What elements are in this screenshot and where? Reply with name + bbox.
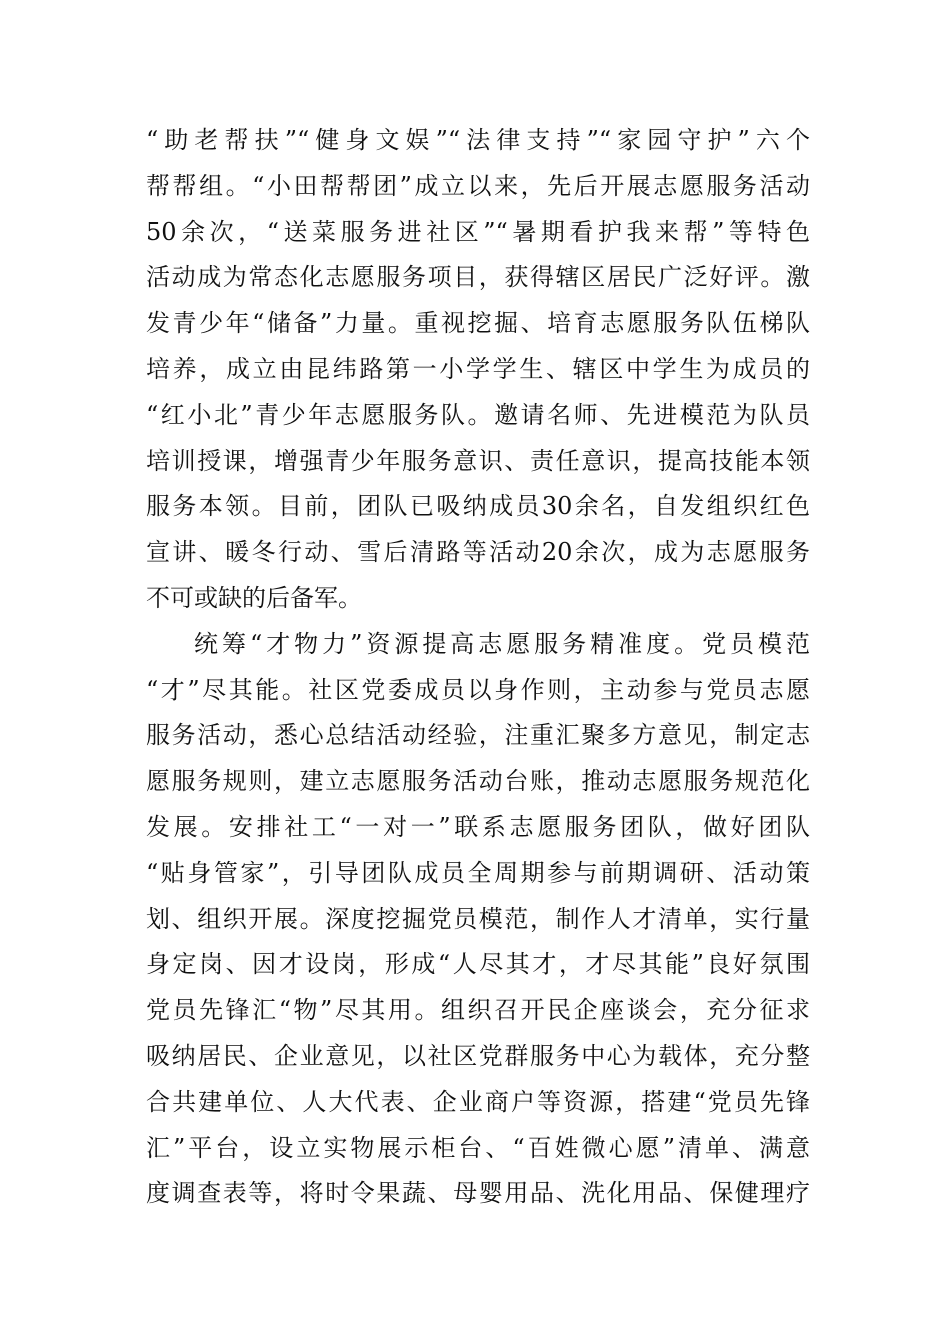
body-text <box>146 118 810 1217</box>
paragraph-end-line: 不可或缺的后备军。 <box>146 583 362 612</box>
text-line: 度调查表等，将时令果蔬、母婴用品、洗化用品、保健理疗 <box>146 1179 810 1208</box>
text-line: 服务本领。目前，团队已吸纳成员30余名，自发组织红色 <box>146 492 810 521</box>
text-line: 帮帮组。“小田帮帮团”成立以来，先后开展志愿服务活动 <box>146 171 810 200</box>
text-line: 发展。安排社工“一对一”联系志愿服务团队，做好团队 <box>146 812 810 841</box>
text-line: 党员先锋汇“物”尽其用。组织召开民企座谈会，充分征求 <box>146 996 810 1025</box>
text-line: 身定岗、因才设岗，形成“人尽其才，才尽其能”良好氛围 <box>146 950 810 979</box>
text-line: 培养，成立由昆纬路第一小学学生、辖区中学生为成员的 <box>146 354 810 383</box>
text-line: 活动成为常态化志愿服务项目，获得辖区居民广泛好评。激 <box>146 263 810 292</box>
text-line: 吸纳居民、企业意见，以社区党群服务中心为载体，充分整 <box>146 1041 810 1070</box>
text-line: 划、组织开展。深度挖掘党员模范，制作人才清单，实行量 <box>146 904 810 933</box>
text-line: 服务活动，悉心总结活动经验，注重汇聚多方意见，制定志 <box>146 721 810 750</box>
text-line: “红小北”青少年志愿服务队。邀请名师、先进模范为队员 <box>146 400 810 429</box>
text-line: 合共建单位、人大代表、企业商户等资源，搭建“党员先锋 <box>146 1087 810 1116</box>
text-line: 愿服务规则，建立志愿服务活动台账，推动志愿服务规范化 <box>146 767 810 796</box>
text-line: 发青少年“储备”力量。重视挖掘、培育志愿服务队伍梯队 <box>146 309 810 338</box>
text-line: “才”尽其能。社区党委成员以身作则，主动参与党员志愿 <box>146 675 810 704</box>
paragraph-start-line: 统筹“才物力”资源提高志愿服务精准度。党员模范 <box>194 629 810 658</box>
text-line: 汇”平台，设立实物展示柜台、“百姓微心愿”清单、满意 <box>146 1133 810 1162</box>
text-line: 50余次，“送菜服务进社区”“暑期看护我来帮”等特色 <box>146 217 810 246</box>
text-line: 培训授课，增强青少年服务意识、责任意识，提高技能本领 <box>146 446 810 475</box>
text-line: 宣讲、暖冬行动、雪后清路等活动20余次，成为志愿服务 <box>146 538 810 567</box>
text-line: “助老帮扶”“健身文娱”“法律支持”“家园守护”六个 <box>146 126 810 154</box>
text-line: “贴身管家”，引导团队成员全周期参与前期调研、活动策 <box>146 858 810 887</box>
